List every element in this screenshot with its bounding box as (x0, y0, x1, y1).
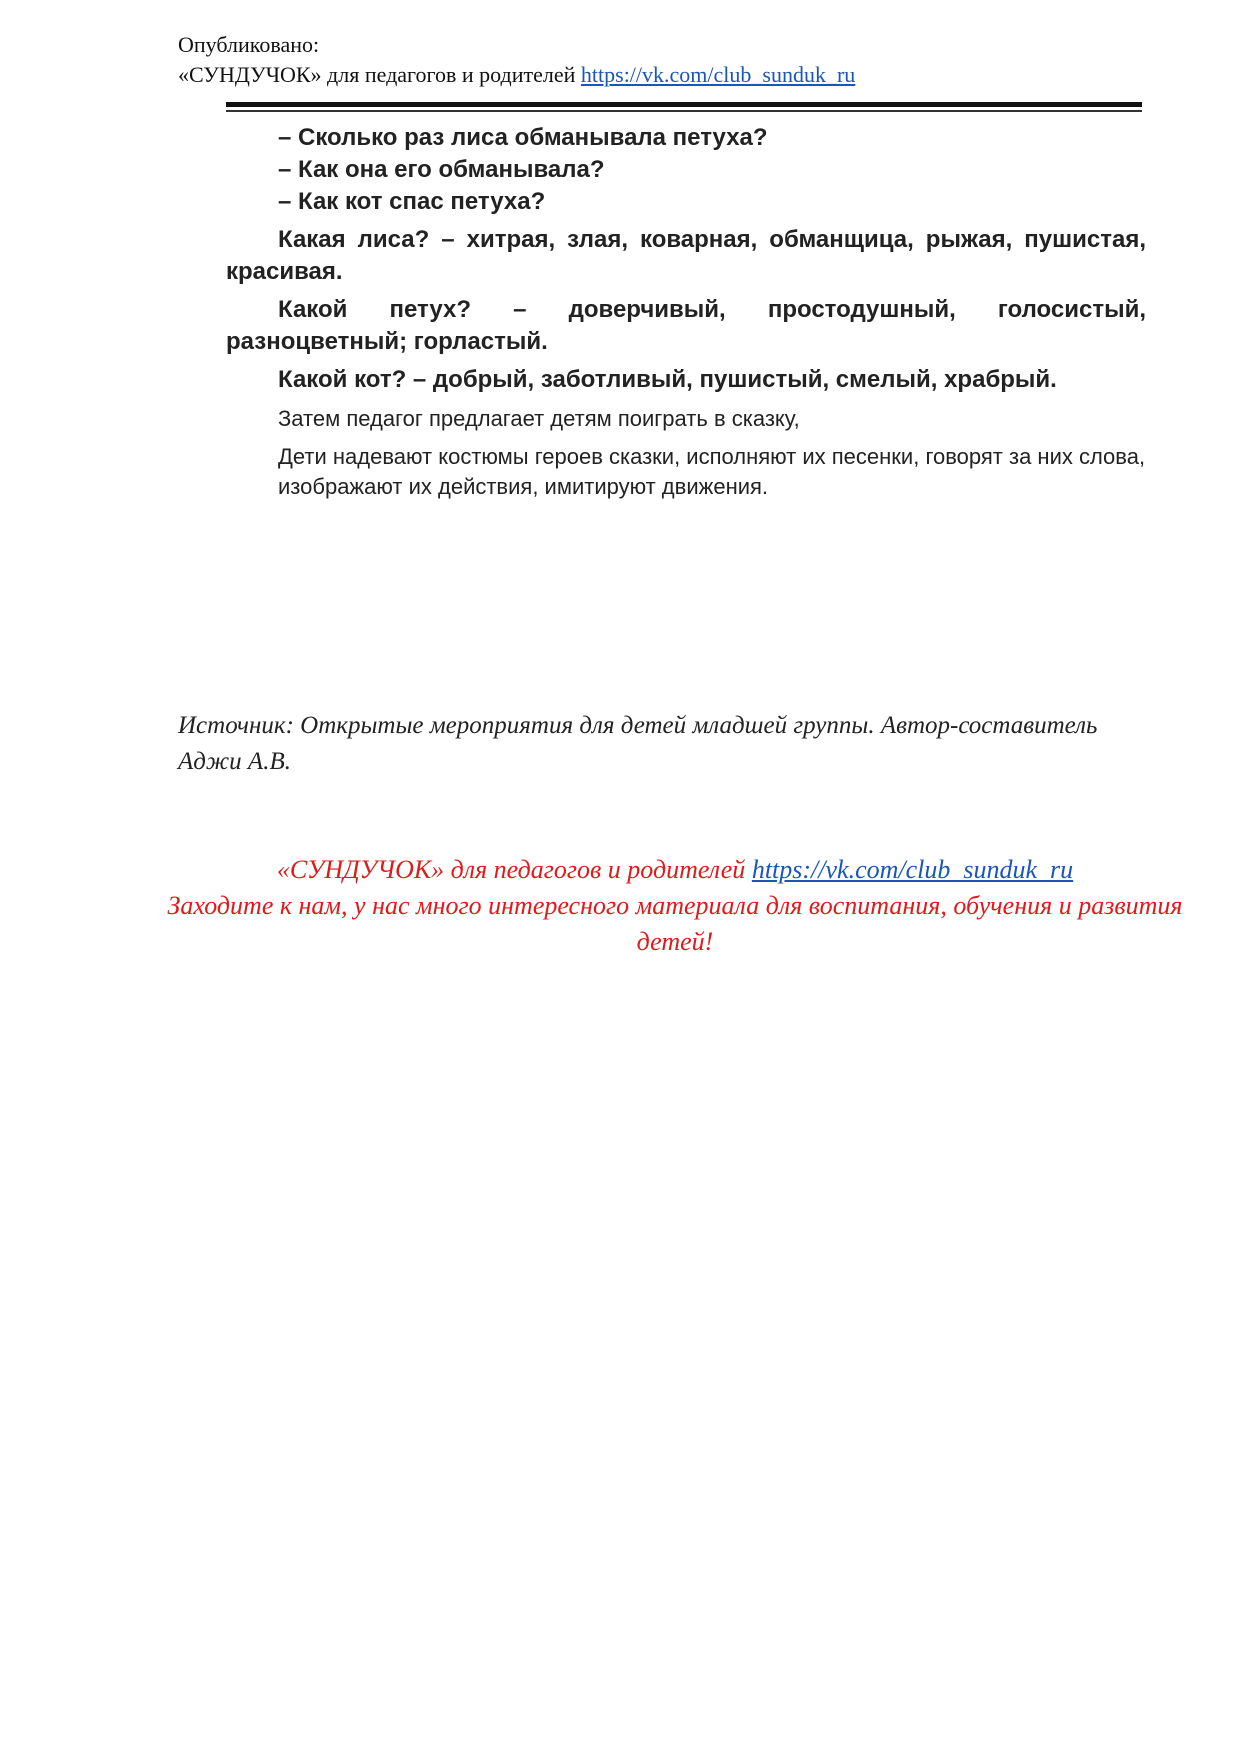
header-site-line (178, 60, 855, 90)
scan-text (226, 122, 1146, 502)
question-line: – Как она его обманывала? (278, 156, 605, 183)
promo-invite: Заходите к нам, у нас много интересного материала для воспитания, обучения и развития детей! (167, 891, 1183, 956)
instruction-note: Дети надевают костюмы героев сказки, исполняют их песенки, говорят за них слова, изображают их действия, имитируют движения. (278, 444, 1146, 499)
description-paragraph: Какой кот? – добрый, заботливый, пушистый, смелый, храбрый. (278, 366, 1057, 393)
promo-block (160, 852, 1190, 960)
published-label: Опубликовано: (178, 32, 320, 57)
header-site-name: «СУНДУЧОК» для педагогов и родителей (178, 62, 576, 87)
question-line: – Сколько раз лиса обманывала петуха? (278, 124, 768, 151)
promo-site-line (160, 852, 1190, 888)
description-paragraph: Какая лиса? – хитрая, злая, коварная, обманщица, рыжая, пушистая, красивая. (226, 226, 1146, 285)
scanned-page-fragment (226, 100, 1146, 520)
header-site-link[interactable]: https://vk.com/club_sunduk_ru (580, 62, 856, 87)
instruction-note: Затем педагог предлагает детям поиграть в сказку, (278, 406, 800, 431)
scan-top-rule (226, 102, 1142, 107)
header (178, 30, 855, 90)
source-citation: Источник: Открытые мероприятия для детей младшей группы. Автор-составитель Аджи А.В. (178, 712, 1098, 775)
promo-site-link[interactable]: https://vk.com/club_sunduk_ru (751, 855, 1074, 884)
question-line: – Как кот спас петуха? (278, 188, 546, 215)
promo-site-name: «СУНДУЧОК» для педагогов и родителей (276, 855, 746, 884)
description-paragraph: Какой петух? – доверчивый, простодушный, голосистый, разноцветный; горластый. (226, 296, 1146, 355)
scan-second-rule (226, 110, 1142, 112)
